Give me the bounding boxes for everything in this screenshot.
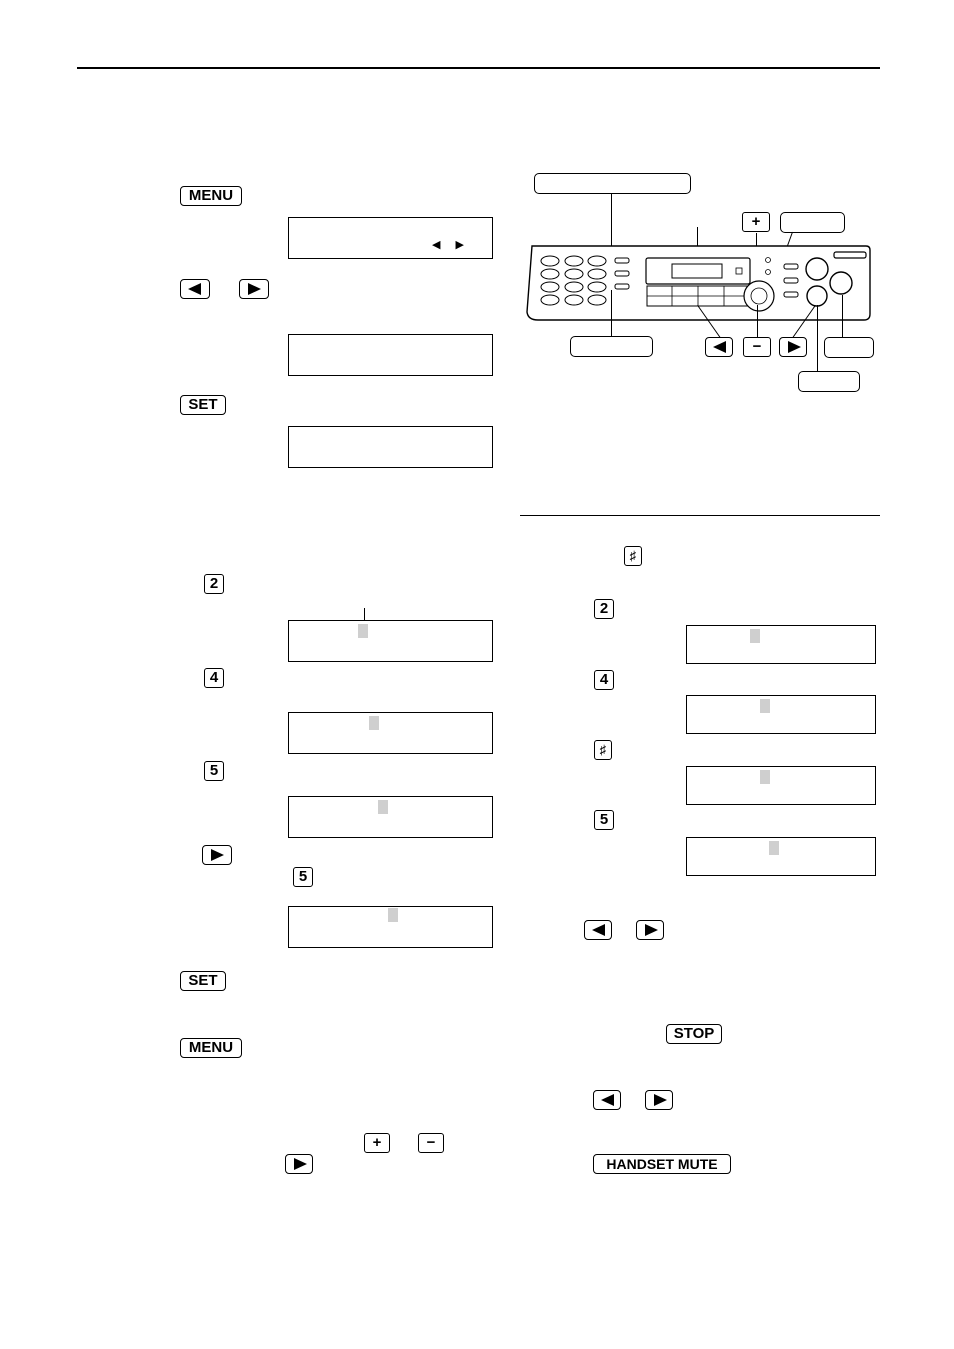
number-key-4: 4 xyxy=(594,670,614,690)
lcd-display-9 xyxy=(686,695,876,734)
lcd-display-2 xyxy=(288,334,493,376)
lcd-display-4 xyxy=(288,620,493,662)
top-rule xyxy=(77,67,880,69)
number-key-2: 2 xyxy=(594,599,614,619)
lcd-display-5 xyxy=(288,712,493,754)
lcd-cursor xyxy=(769,841,779,855)
lcd-display-11 xyxy=(686,837,876,876)
plus-key: + xyxy=(742,212,770,232)
minus-key: − xyxy=(418,1133,444,1153)
lcd-display-7 xyxy=(288,906,493,948)
callout-box-top xyxy=(534,173,691,194)
right-arrow-key-icon xyxy=(779,337,807,357)
stop-key: STOP xyxy=(666,1024,722,1044)
lcd-cursor xyxy=(760,770,770,784)
right-arrow-key-icon xyxy=(239,279,269,299)
callout-line xyxy=(842,295,843,337)
number-key-4: 4 xyxy=(204,668,224,688)
handset-mute-key: HANDSET MUTE xyxy=(593,1154,731,1174)
callout-box-right xyxy=(780,212,845,233)
left-arrow-key-icon xyxy=(705,337,733,357)
lcd-cursor xyxy=(378,800,388,814)
menu-key: MENU xyxy=(180,186,242,206)
plus-key: + xyxy=(364,1133,390,1153)
lcd-display-6 xyxy=(288,796,493,838)
left-arrow-key-icon xyxy=(593,1090,621,1110)
number-key-5: 5 xyxy=(293,867,313,887)
callout-box-bottom-right xyxy=(824,337,874,358)
lcd-cursor xyxy=(750,629,760,643)
set-key: SET xyxy=(180,395,226,415)
left-arrow-key-icon xyxy=(180,279,210,299)
hash-key: ♯ xyxy=(594,740,612,760)
lcd-arrow-indicators: ◀ ▶ xyxy=(432,239,470,251)
callout-line xyxy=(817,305,818,371)
right-arrow-key-icon xyxy=(645,1090,673,1110)
number-key-5: 5 xyxy=(594,810,614,830)
minus-key: − xyxy=(743,337,771,357)
fax-control-panel-diagram xyxy=(524,242,874,324)
lcd-cursor xyxy=(388,908,398,922)
section-rule xyxy=(520,515,880,516)
lcd-display-3 xyxy=(288,426,493,468)
menu-key: MENU xyxy=(180,1038,242,1058)
hash-key: ♯ xyxy=(624,546,642,566)
lcd-display-10 xyxy=(686,766,876,805)
right-arrow-key-icon xyxy=(285,1154,313,1174)
left-arrow-key-icon xyxy=(584,920,612,940)
callout-box-bottom-left xyxy=(570,336,653,357)
callout-line xyxy=(757,305,758,337)
number-key-2: 2 xyxy=(204,574,224,594)
lcd-cursor xyxy=(369,716,379,730)
lcd-cursor xyxy=(358,624,368,638)
right-arrow-key-icon xyxy=(202,845,232,865)
number-key-5: 5 xyxy=(204,761,224,781)
callout-box-bottom-center xyxy=(798,371,860,392)
lcd-display-1 xyxy=(288,217,493,259)
lcd-display-8 xyxy=(686,625,876,664)
lcd-cursor xyxy=(760,699,770,713)
callout-line xyxy=(611,290,612,336)
set-key: SET xyxy=(180,971,226,991)
right-arrow-key-icon xyxy=(636,920,664,940)
